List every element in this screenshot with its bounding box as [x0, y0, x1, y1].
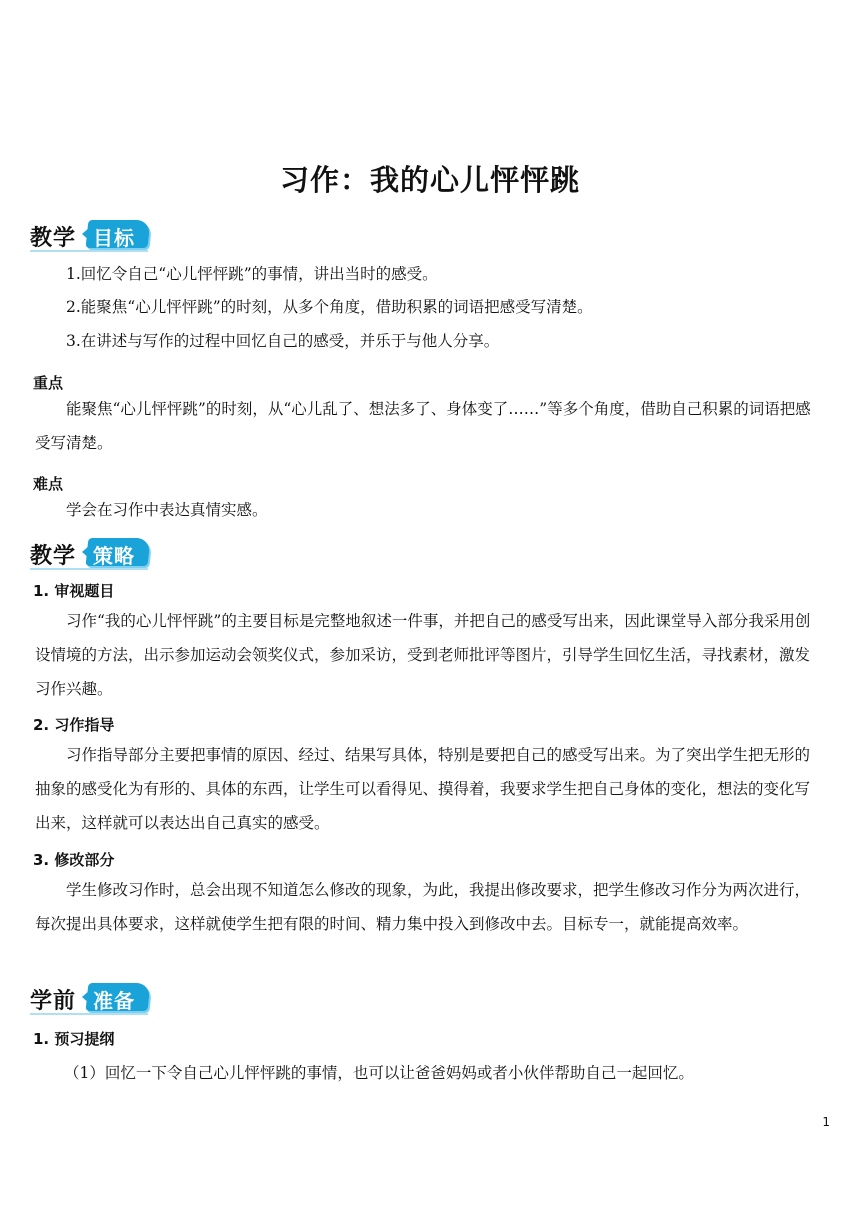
strategy-heading-2: 2. 习作指导: [33, 716, 115, 734]
strategy-heading-1: 1. 审视题目: [33, 582, 115, 600]
prep-item-1: （1）回忆一下令自己心儿怦怦跳的事情，也可以让爸爸妈妈或者小伙伴帮助自己一起回忆。: [64, 1064, 694, 1082]
strategy-heading-3: 3. 修改部分: [33, 851, 115, 869]
banner-underline: [30, 568, 148, 570]
page-title: 习作：我的心儿怦怦跳: [279, 163, 580, 197]
key-point-text: 能聚焦“心儿怦怦跳”的时刻，从“心儿乱了、想法多了、身体变了……”等多个角度，借助自己积累的词语把感受写清楚。: [35, 400, 811, 452]
banner-label-black: 教学: [30, 226, 77, 251]
goal-item-1: 1.回忆令自己“心儿怦怦跳”的事情，讲出当时的感受。: [66, 265, 438, 283]
goal-item-2: 2.能聚焦“心儿怦怦跳”的时刻，从多个角度，借助积累的词语把感受写清楚。: [66, 298, 593, 316]
banner-label-blue: 策略: [93, 544, 135, 568]
prep-heading: 1. 预习提纲: [33, 1030, 115, 1048]
difficult-point-text: 学会在习作中表达真情实感。: [66, 501, 268, 519]
banner-label-blue: 目标: [93, 226, 135, 250]
strategy-text-3: 学生修改习作时，总会出现不知道怎么修改的现象，为此，我提出修改要求，把学生修改习作分为两次进行，每次提出具体要求，这样就使学生把有限的时间、精力集中投入到修改中去。目标专一，就能提高效率。: [35, 881, 811, 933]
banner-label-black: 教学: [30, 544, 77, 569]
strategy-text-2: 习作指导部分主要把事情的原因、经过、结果写具体，特别是要把自己的感受写出来。为了突出学生把无形的抽象的感受化为有形的、具体的东西，让学生可以看得见、摸得着，我要求学生把自己身体的变化，想法的变化写出来，这样就可以表达出自己真实的感受。: [35, 746, 811, 832]
section-banner-teaching-goals: [30, 218, 152, 252]
banner-label-black: 学前: [30, 989, 77, 1014]
banner-underline: [30, 250, 148, 252]
page-number: 1: [822, 1115, 830, 1129]
strategy-text-1: 习作“我的心儿怦怦跳”的主要目标是完整地叙述一件事，并把自己的感受写出来，因此课堂导入部分我采用创设情境的方法，出示参加运动会领奖仪式，参加采访，受到老师批评等图片，引导学生回忆生活，寻找素材，激发习作兴趣。: [35, 612, 811, 698]
banner-underline: [30, 1013, 148, 1015]
key-point-heading: 重点: [33, 374, 64, 392]
difficult-point-heading: 难点: [33, 475, 64, 493]
section-banner-preparation: [30, 981, 152, 1015]
banner-label-blue: 准备: [93, 989, 135, 1013]
goal-item-3: 3.在讲述与写作的过程中回忆自己的感受，并乐于与他人分享。: [66, 332, 500, 350]
section-banner-teaching-strategy: [30, 536, 152, 570]
